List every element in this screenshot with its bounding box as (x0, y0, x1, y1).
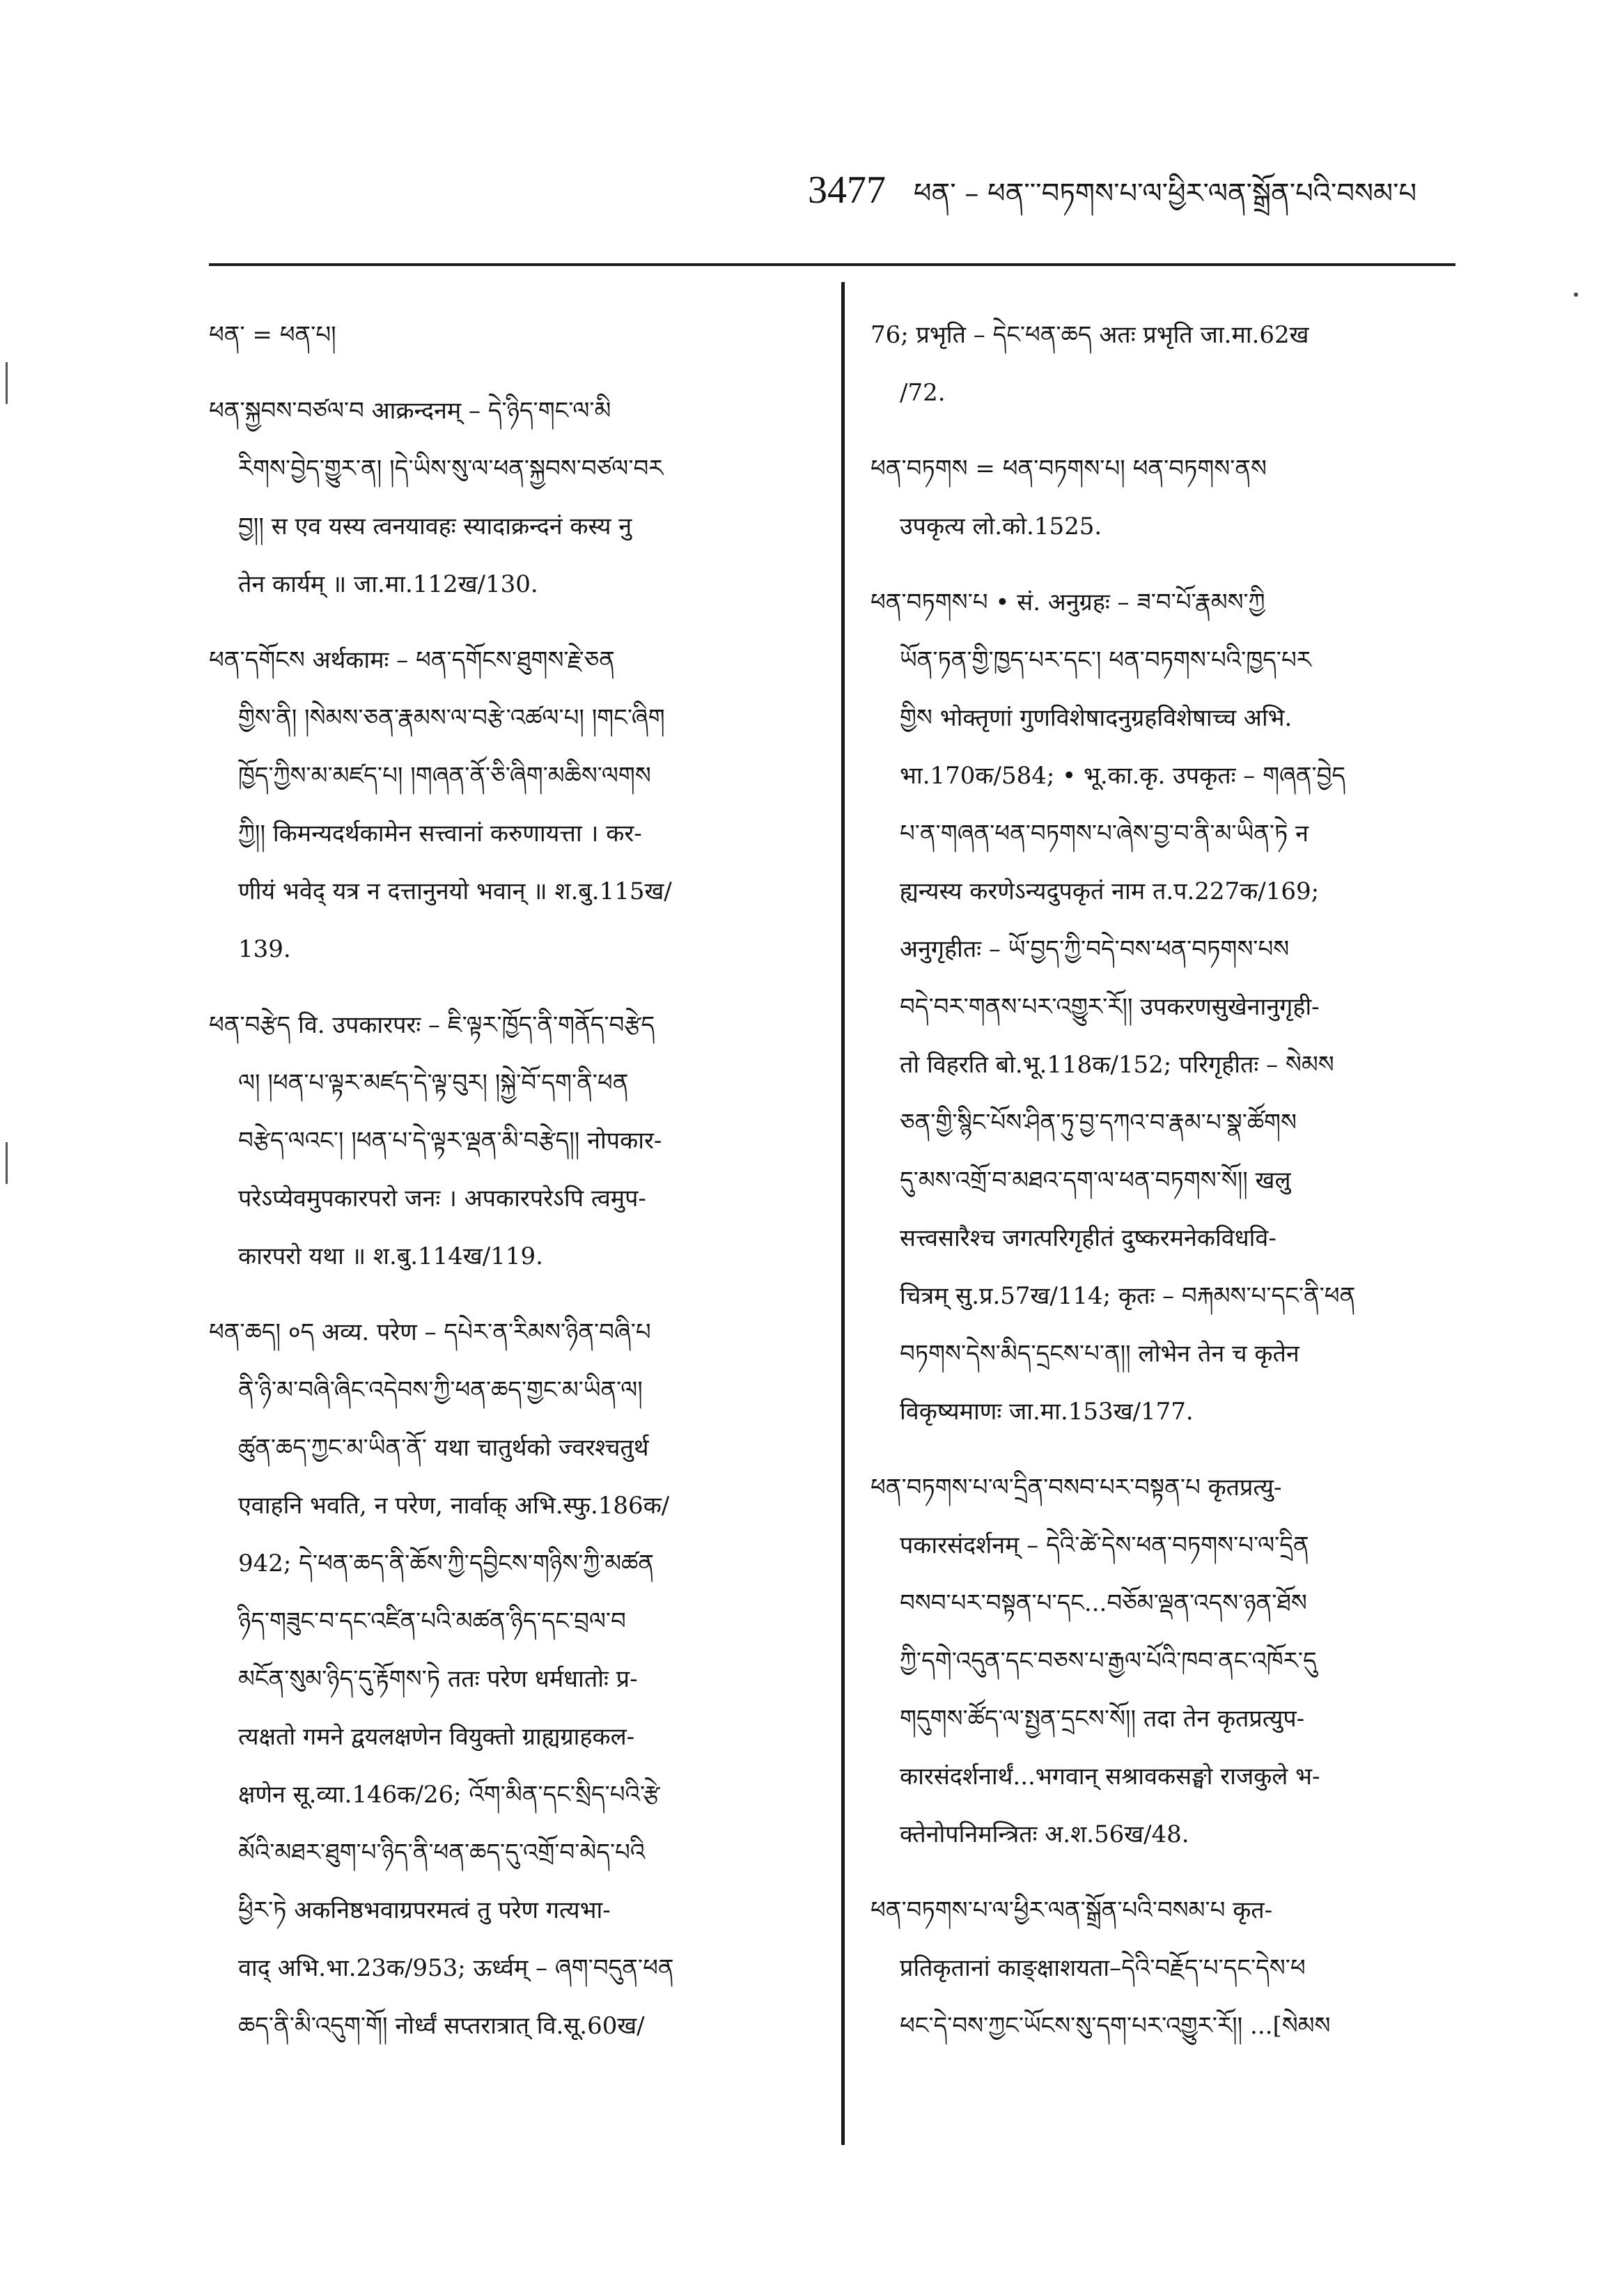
entry-line: क्षणेन सू.व्या.146क/26; འོག་མིན་དང་སྲིད་པའི་རྩེ (238, 1781, 660, 1809)
header-rule (209, 263, 1455, 266)
entry-line: ཚུན་ཆད་ཀྱང་མ་ཡིན་ནོ་ यथा चातुर्थको ज्वरश्चतुर्थ (238, 1434, 649, 1462)
entry-line: མངོན་སུམ་ཉིད་དུ་རྟོགས་ཏེ ततः परेण धर्मधातोः प्र- (238, 1665, 638, 1693)
entry-line: ཡོན་ཏན་གྱི་ཁྱད་པར་དང་། ཕན་བཏགས་པའི་ཁྱད་པར (900, 646, 1311, 674)
entry-line: क्तेनोपनिमन्त्रितः अ.श.56ख/48. (900, 1820, 1189, 1848)
margin-mark (6, 1142, 17, 1184)
entry-line: གདུགས་ཚོད་ལ་སྤྱན་དྲངས་སོ།། तदा तेन कृतप्रत्युप- (900, 1705, 1305, 1733)
entry-line: བརྩེད་ལའང་། །ཕན་པ་དེ་ལྟར་ལྡན་མི་བརྩེད།། नोपकार- (238, 1127, 662, 1155)
entry-line: ཕན་བཏགས་པ • सं. अनुग्रहः – ཟ་བ་པོ་རྣམས་ཀྱི (870, 588, 1265, 616)
entry-line: ནི་ཉི་མ་བཞི་ཞིང་འདེབས་ཀྱི་ཕན་ཆད་གྱང་མ་ཡིན་ལ། (238, 1376, 643, 1404)
dictionary-entry (209, 632, 822, 978)
entry-line: ཕན་བརྩེད वि. उपकारपरः – ཇི་ལྟར་ཁྱོད་ནི་གནོད་བརྩེད (209, 1011, 655, 1039)
entry-line: རིགས་བྱེད་གྱུར་ན། །དེ་ཡིས་སུ་ལ་ཕན་སྐྱབས་བཙལ་བར (238, 455, 664, 483)
dictionary-entry (870, 1459, 1483, 1864)
margin-mark (6, 362, 17, 404)
entry-line: भा.170क/584; • भू.का.कृ. उपकृतः – གཞན་བྱེད (900, 762, 1346, 790)
entry-line: བདེ་བར་གནས་པར་འགྱུར་རོ།། उपकरणसुखेनानुगृही- (900, 993, 1320, 1021)
entry-line: པ་ན་གཞན་ཕན་བཏགས་པ་ཞེས་བྱ་བ་ནི་མ་ཡིན་ཏེ न (900, 820, 1309, 848)
header-headwords: ཕན་ – ཕན་་་བཏགས་པ་ལ་ཕྱིར་ལན་སྒྲོན་པའི་བསམ་པ (913, 178, 1417, 210)
entry-line: ཕན་ = ཕན་པ། (209, 321, 336, 349)
entry-line: གྱིས भोक्तृणां गुणविशेषादनुग्रहविशेषाच्च अभि. (900, 704, 1293, 732)
dictionary-entry (870, 440, 1483, 556)
entry-line: विकृष्यमाणः जा.मा.153ख/177. (900, 1398, 1194, 1426)
entry-line: पकारसंदर्शनम् – དེའི་ཚེ་དེས་ཕན་བཏགས་པ་ལ་དྲིན (900, 1531, 1309, 1559)
left-column (209, 306, 822, 2073)
dictionary-entry (870, 306, 1483, 422)
entry-line: གྱིས་ནི། །སེམས་ཅན་རྣམས་ལ་བརྩེ་འཚལ་པ། །གང་ཞིག (238, 704, 665, 732)
entry-line: ཕན་བཏགས་པ་ལ་དྲིན་བསབ་པར་བསྟན་པ कृतप्रत्यु- (870, 1474, 1282, 1502)
column-divider (841, 282, 845, 2145)
entry-line: णीयं भवेद् यत्र न दत्तानुनयो भवान् ॥ श.बु.115ख/ (238, 878, 672, 905)
scan-speck (1574, 293, 1578, 297)
right-column (870, 306, 1483, 2073)
dictionary-entry (209, 997, 822, 1286)
entry-line: བསབ་པར་བསྟན་པ་དང...བཅོམ་ལྡན་འདས་ཉན་ཐོས (900, 1589, 1307, 1617)
entry-line: ཅན་གྱི་སྙིང་པོས་ཤིན་ཏུ་བྱ་དཀའ་བ་རྣམ་པ་སྣ་ཚོགས (900, 1109, 1297, 1137)
dictionary-entry (870, 1882, 1483, 2055)
entry-line: ཁྱོད་ཀྱིས་མ་མཛད་པ། །གཞན་ནོ་ཅི་ཞིག་མཆིས་ལགས (238, 762, 651, 790)
entry-line: ཉིད་གཟུང་བ་དང་འཛིན་པའི་མཚན་ཉིད་དང་བྲལ་བ (238, 1607, 626, 1635)
entry-line: ཕན་བཏགས་པ་ལ་ཕྱིར་ལན་སྒྲོན་པའི་བསམ་པ कृत- (870, 1896, 1273, 1924)
entry-line: བྱ།། स एव यस्य त्वनयावहः स्यादाक्रन्दनं कस्य नु (238, 513, 632, 540)
entry-line: कारसंदर्शनार्थं...भगवान् सश्रावकसङ्घो राजकुले भ- (900, 1763, 1320, 1791)
entry-line: ཕན་ཆད། ०ད अव्य. परेण – དཔེར་ན་རིམས་ཉིན་བཞི་པ (209, 1318, 651, 1346)
dictionary-entry (870, 574, 1483, 1441)
entry-line: /72. (900, 379, 946, 407)
entry-line: उपकृत्य लो.को.1525. (900, 513, 1102, 540)
page-number: 3477 (808, 169, 886, 212)
entry-line: ཕན་དགོངས अर्थकामः – ཕན་དགོངས་ཐུགས་རྗེ་ཅན (209, 646, 615, 674)
dictionary-entry (209, 382, 822, 614)
entry-line: त्यक्षतो गमने द्वयलक्षणेन वियुक्तो ग्राह्यग्राहकल- (238, 1723, 635, 1751)
entry-line: वाद् अभि.भा.23क/953; ऊर्ध्वम् – ཞག་བདུན་ཕན (238, 1954, 674, 1982)
entry-line: 139. (238, 935, 291, 963)
entry-line: कारपरो यथा ॥ श.बु.114ख/119. (238, 1242, 543, 1270)
dictionary-entry (209, 306, 822, 364)
entry-line: ཀྱི་དགེ་འདུན་དང་བཅས་པ་རྒྱལ་པོའི་ཁབ་ནང་འཁོར་དུ (900, 1647, 1317, 1675)
entry-line: ཕན་བཏགས = ཕན་བཏགས་པ། ཕན་བཏགས་ནས (870, 455, 1267, 483)
entry-line: 942; དེ་ཕན་ཆད་ནི་ཆོས་ཀྱི་དབྱིངས་གཉིས་ཀྱི་མཚན (238, 1550, 655, 1577)
entry-line: अनुगृहीतः – ཡོ་བྱད་ཀྱི་བདེ་བས་ཕན་བཏགས་པས (900, 935, 1290, 963)
entry-line: एवाहनि भवति, न परेण, नार्वाक् अभि.स्फु.186क/ (238, 1492, 670, 1520)
entry-line: བཏགས་དེས་མིད་དྲངས་པ་ན།། लोभेन तेन च कृतेन (900, 1340, 1299, 1368)
entry-line: ཆད་ནི་མི་འདུག་གོ། नोर्ध्वं सप्तरात्रात् वि.सू.60ख/ (238, 2012, 645, 2040)
entry-line: མོའི་མཐར་ཐུག་པ་ཉིད་ནི་ཕན་ཆད་དུ་འགྲོ་བ་མེད་པའི (238, 1839, 646, 1866)
entry-line: परेऽप्येवमुपकारपरो जनः । अपकारपरेऽपि त्वमुप- (238, 1185, 646, 1212)
entry-line: ཕང་དེ་བས་ཀྱང་ཡོངས་སུ་དག་པར་འགྱུར་རོ།། ...[སེམས (900, 2012, 1331, 2040)
entry-line: सत्त्वसारैश्च जगत्परिगृहीतं दुष्करमनेकविधवि- (900, 1224, 1276, 1252)
entry-line: ह्यन्यस्य करणेऽन्यदुपकृतं नाम त.प.227क/169; (900, 878, 1320, 905)
entry-line: 76; प्रभृति – དེང་ཕན་ཆད अतः प्रभृति जा.मा.62ख (870, 321, 1309, 349)
entry-line: ལ། །ཕན་པ་ལྟར་མཛད་དེ་ལྟ་བུར། །སྐྱེ་བོ་དག་ནི་ཕན (238, 1069, 629, 1097)
entry-line: ཕྱིར་ཏེ अकनिष्ठभवाग्रपरमत्वं तु परेण गत्यभा- (238, 1896, 611, 1924)
entry-line: ཀྱི།། किमन्यदर्थकामेन सत्त्वानां करुणायत्ता । कर- (238, 820, 642, 848)
entry-line: चित्रम् सु.प्र.57ख/114; कृतः – བརྐམས་པ་དང་ནི་ཕན (900, 1282, 1356, 1310)
dictionary-entry (209, 1304, 822, 2055)
entry-line: प्रतिकृतानां काङ्क्षाशयता–དེའི་བརྗོད་པ་དང་དེས་ཕ (900, 1954, 1306, 1982)
running-header (808, 162, 1476, 217)
entry-line: तो विहरति बो.भू.118क/152; परिगृहीतः – སེམས (900, 1051, 1334, 1079)
entry-line: ཕན་སྐྱབས་བཙལ་བ आक्रन्दनम् – དེ་ཉིད་གང་ལ་མི (209, 397, 611, 425)
entry-line: དུ་མས་འགྲོ་བ་མཐའ་དག་ལ་ཕན་བཏགས་སོ།། खलु (900, 1167, 1291, 1194)
entry-line: तेन कार्यम् ॥ जा.मा.112ख/130. (238, 570, 538, 598)
